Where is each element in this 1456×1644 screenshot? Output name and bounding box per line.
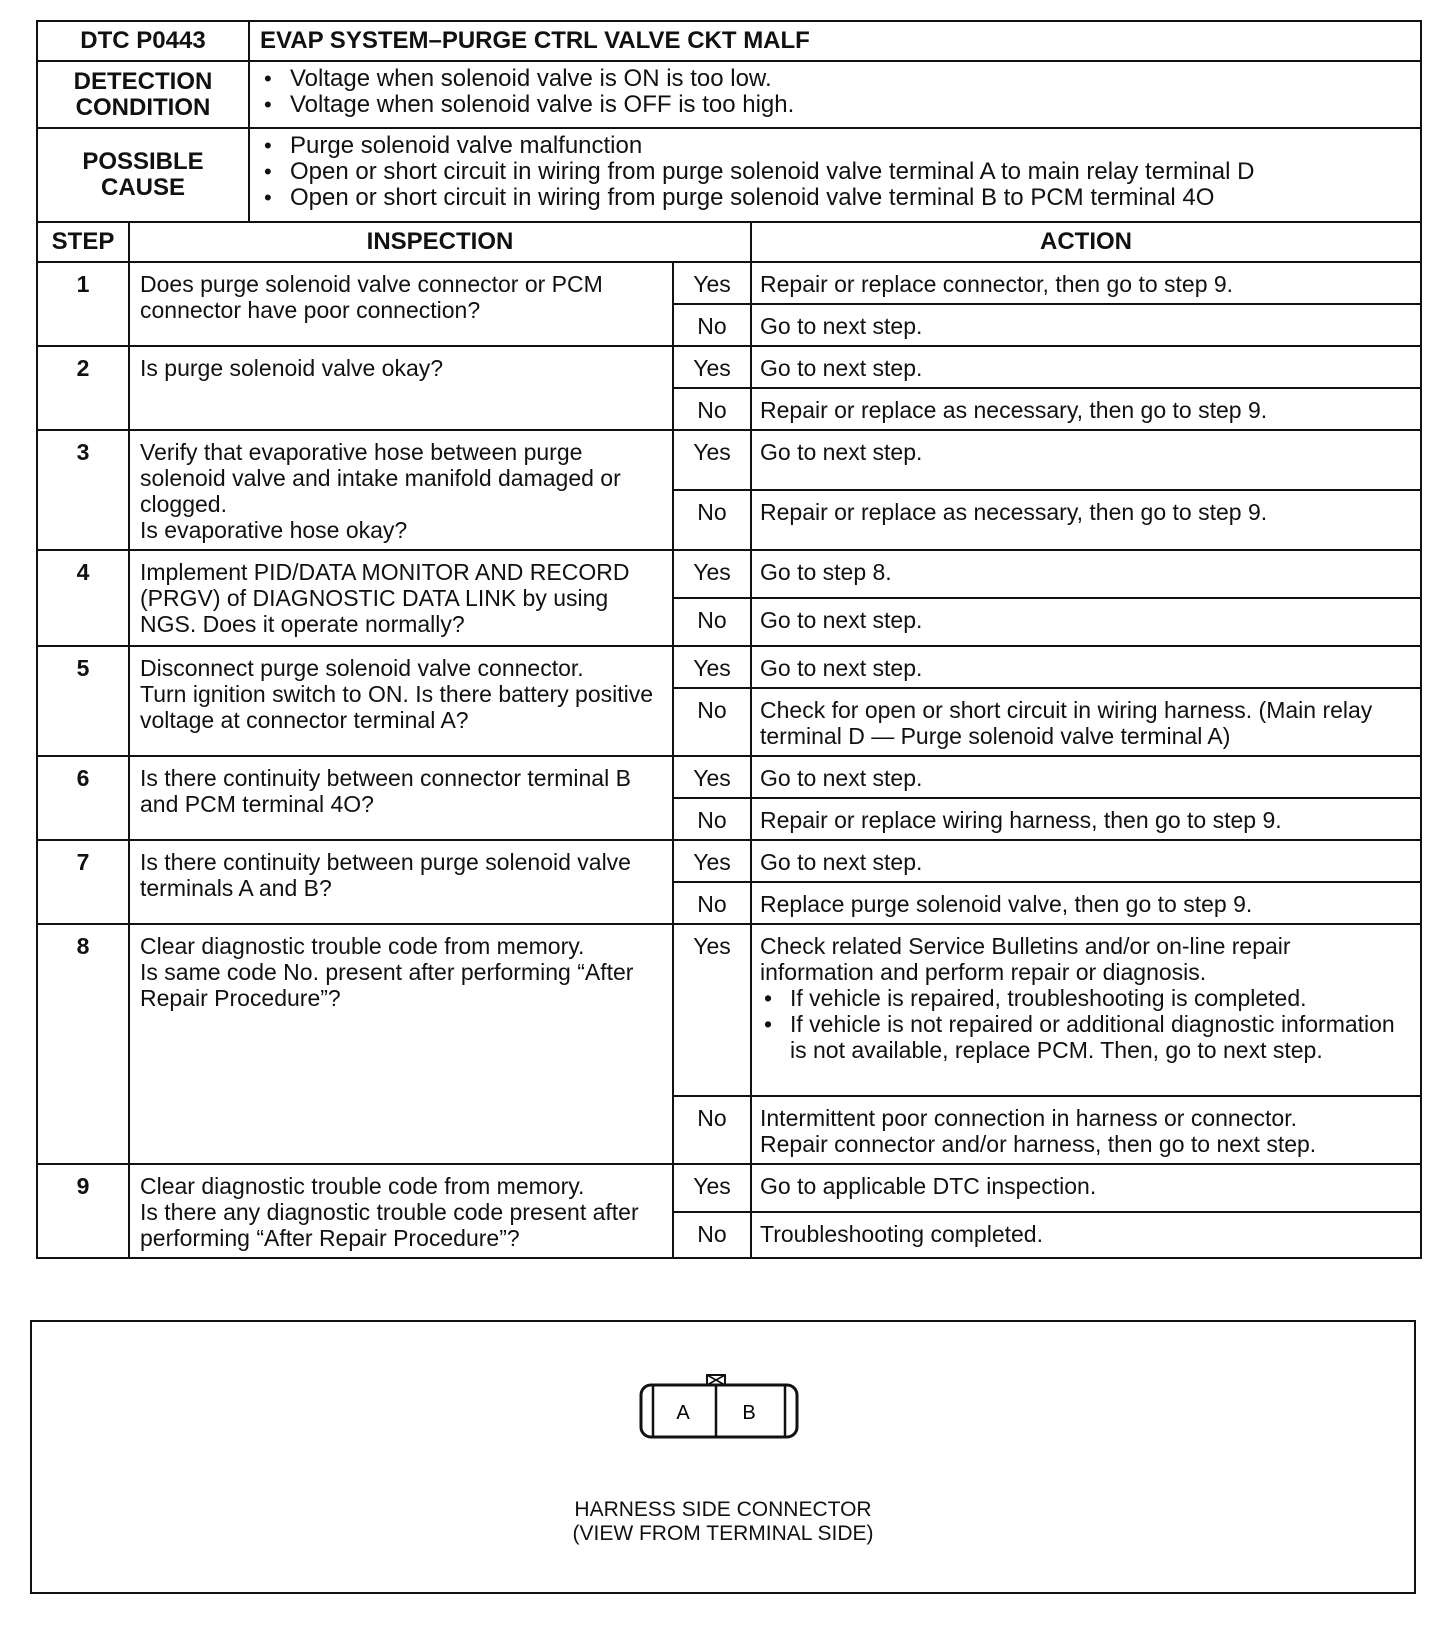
cause-item: • Open or short circuit in wiring from purge solenoid valve terminal B to PCM terminal 4O (260, 185, 1410, 211)
yes-action-subitem: • If vehicle is not repaired or additional diagnostic information is not available, replace PCM. Then, go to next step. (760, 1011, 1410, 1063)
step-row (37, 756, 1421, 798)
yes-action: Go to applicable DTC inspection. (751, 1164, 1421, 1212)
column-header-action: ACTION (751, 222, 1421, 262)
yes-action-text: Check related Service Bulletins and/or on-line repair information and perform repair or diagnosis. (760, 933, 1291, 985)
inspection-line: Turn ignition switch to ON. Is there battery positive voltage at connector terminal A? (140, 681, 654, 733)
detection-item: • Voltage when solenoid valve is OFF is too high. (260, 92, 1410, 118)
no-label: No (673, 798, 751, 840)
step-row (37, 430, 1421, 490)
step-row (37, 646, 1421, 688)
detection-label-text: DETECTION CONDITION (73, 67, 213, 121)
connector-diagram-box (30, 1320, 1416, 1594)
step-inspection (129, 924, 673, 1164)
step-inspection (129, 430, 673, 550)
inspection-line: Is same code No. present after performing “After Repair Procedure”? (140, 959, 634, 1011)
step-row (37, 346, 1421, 388)
step-row (37, 550, 1421, 598)
column-header-inspection: INSPECTION (129, 222, 751, 262)
yes-label: Yes (673, 756, 751, 798)
no-label: No (673, 882, 751, 924)
step-row (37, 1164, 1421, 1212)
detection-item: • Voltage when solenoid valve is ON is too low. (260, 66, 1410, 92)
inspection-line: Clear diagnostic trouble code from memory. (140, 1173, 585, 1199)
no-action: Go to next step. (751, 304, 1421, 346)
step-inspection (129, 1164, 673, 1258)
step-row (37, 924, 1421, 1096)
yes-action: Repair or replace connector, then go to step 9. (751, 262, 1421, 304)
no-label: No (673, 1212, 751, 1258)
no-label: No (673, 1096, 751, 1164)
connector-caption-line2: (VIEW FROM TERMINAL SIDE) (572, 1522, 874, 1545)
dtc-title: EVAP SYSTEM–PURGE CTRL VALVE CKT MALF (249, 21, 1421, 61)
step-number: 8 (37, 924, 129, 1164)
no-label: No (673, 304, 751, 346)
yes-label: Yes (673, 262, 751, 304)
possible-cause-label (37, 128, 249, 222)
step-number: 1 (37, 262, 129, 346)
no-action-line: Intermittent poor connection in harness or connector. (760, 1105, 1297, 1131)
yes-label: Yes (673, 924, 751, 1096)
step-number: 3 (37, 430, 129, 550)
column-header-step: STEP (37, 222, 129, 262)
terminal-b-label: B (742, 1402, 756, 1424)
cause-item: • Purge solenoid valve malfunction (260, 133, 1410, 159)
detection-condition-list (249, 61, 1421, 128)
terminal-a-label: A (676, 1402, 690, 1424)
step-inspection: Implement PID/DATA MONITOR AND RECORD (PRGV) of DIAGNOSTIC DATA LINK by using NGS. Does it operate normally? (129, 550, 673, 646)
dtc-code: DTC P0443 (37, 21, 249, 61)
inspection-line: Clear diagnostic trouble code from memory. (140, 933, 585, 959)
step-inspection (129, 646, 673, 756)
no-label: No (673, 490, 751, 550)
no-action: Check for open or short circuit in wiring harness. (Main relay terminal D — Purge solenoid valve terminal A) (751, 688, 1421, 756)
no-label: No (673, 388, 751, 430)
dtc-page (36, 20, 1422, 1259)
inspection-line: Is evaporative hose okay? (140, 517, 408, 543)
no-action-line: Repair connector and/or harness, then go to next step. (760, 1131, 1317, 1157)
yes-label: Yes (673, 1164, 751, 1212)
no-action: Go to next step. (751, 598, 1421, 646)
harness-connector-icon (639, 1372, 799, 1450)
no-label: No (673, 688, 751, 756)
no-action: Repair or replace as necessary, then go to step 9. (751, 388, 1421, 430)
step-inspection: Is there continuity between purge solenoid valve terminals A and B? (129, 840, 673, 924)
step-number: 7 (37, 840, 129, 924)
step-number: 5 (37, 646, 129, 756)
no-action (751, 1096, 1421, 1164)
yes-action: Go to step 8. (751, 550, 1421, 598)
yes-action: Go to next step. (751, 646, 1421, 688)
yes-label: Yes (673, 430, 751, 490)
no-action: Repair or replace wiring harness, then go to step 9. (751, 798, 1421, 840)
yes-label: Yes (673, 346, 751, 388)
no-action: Troubleshooting completed. (751, 1212, 1421, 1258)
yes-action: Go to next step. (751, 346, 1421, 388)
no-action: Replace purge solenoid valve, then go to step 9. (751, 882, 1421, 924)
step-row (37, 262, 1421, 304)
inspection-line: Is there any diagnostic trouble code present after performing “After Repair Procedure”? (140, 1199, 639, 1251)
step-inspection: Is purge solenoid valve okay? (129, 346, 673, 430)
step-number: 9 (37, 1164, 129, 1258)
step-row (37, 840, 1421, 882)
yes-action: Go to next step. (751, 840, 1421, 882)
possible-cause-list (249, 128, 1421, 222)
cause-label-text: POSSIBLE CAUSE (82, 148, 204, 201)
detection-condition-label (37, 61, 249, 128)
yes-label: Yes (673, 646, 751, 688)
yes-label: Yes (673, 840, 751, 882)
no-action: Repair or replace as necessary, then go to step 9. (751, 490, 1421, 550)
step-inspection: Does purge solenoid valve connector or PCM connector have poor connection? (129, 262, 673, 346)
yes-action: Go to next step. (751, 430, 1421, 490)
connector-caption-line1: HARNESS SIDE CONNECTOR (574, 1498, 872, 1521)
inspection-line: Disconnect purge solenoid valve connector. (140, 655, 584, 681)
inspection-steps-table (36, 221, 1422, 1259)
yes-label: Yes (673, 550, 751, 598)
dtc-header-table (36, 20, 1422, 223)
yes-action-subitem: • If vehicle is repaired, troubleshooting is completed. (760, 985, 1410, 1011)
step-number: 6 (37, 756, 129, 840)
yes-action (751, 924, 1421, 1096)
cause-item: • Open or short circuit in wiring from purge solenoid valve terminal A to main relay terminal D (260, 159, 1410, 185)
step-inspection: Is there continuity between connector terminal B and PCM terminal 4O? (129, 756, 673, 840)
yes-action: Go to next step. (751, 756, 1421, 798)
inspection-line: Verify that evaporative hose between purge solenoid valve and intake manifold damaged or clogged. (140, 439, 621, 517)
no-label: No (673, 598, 751, 646)
step-number: 2 (37, 346, 129, 430)
step-number: 4 (37, 550, 129, 646)
